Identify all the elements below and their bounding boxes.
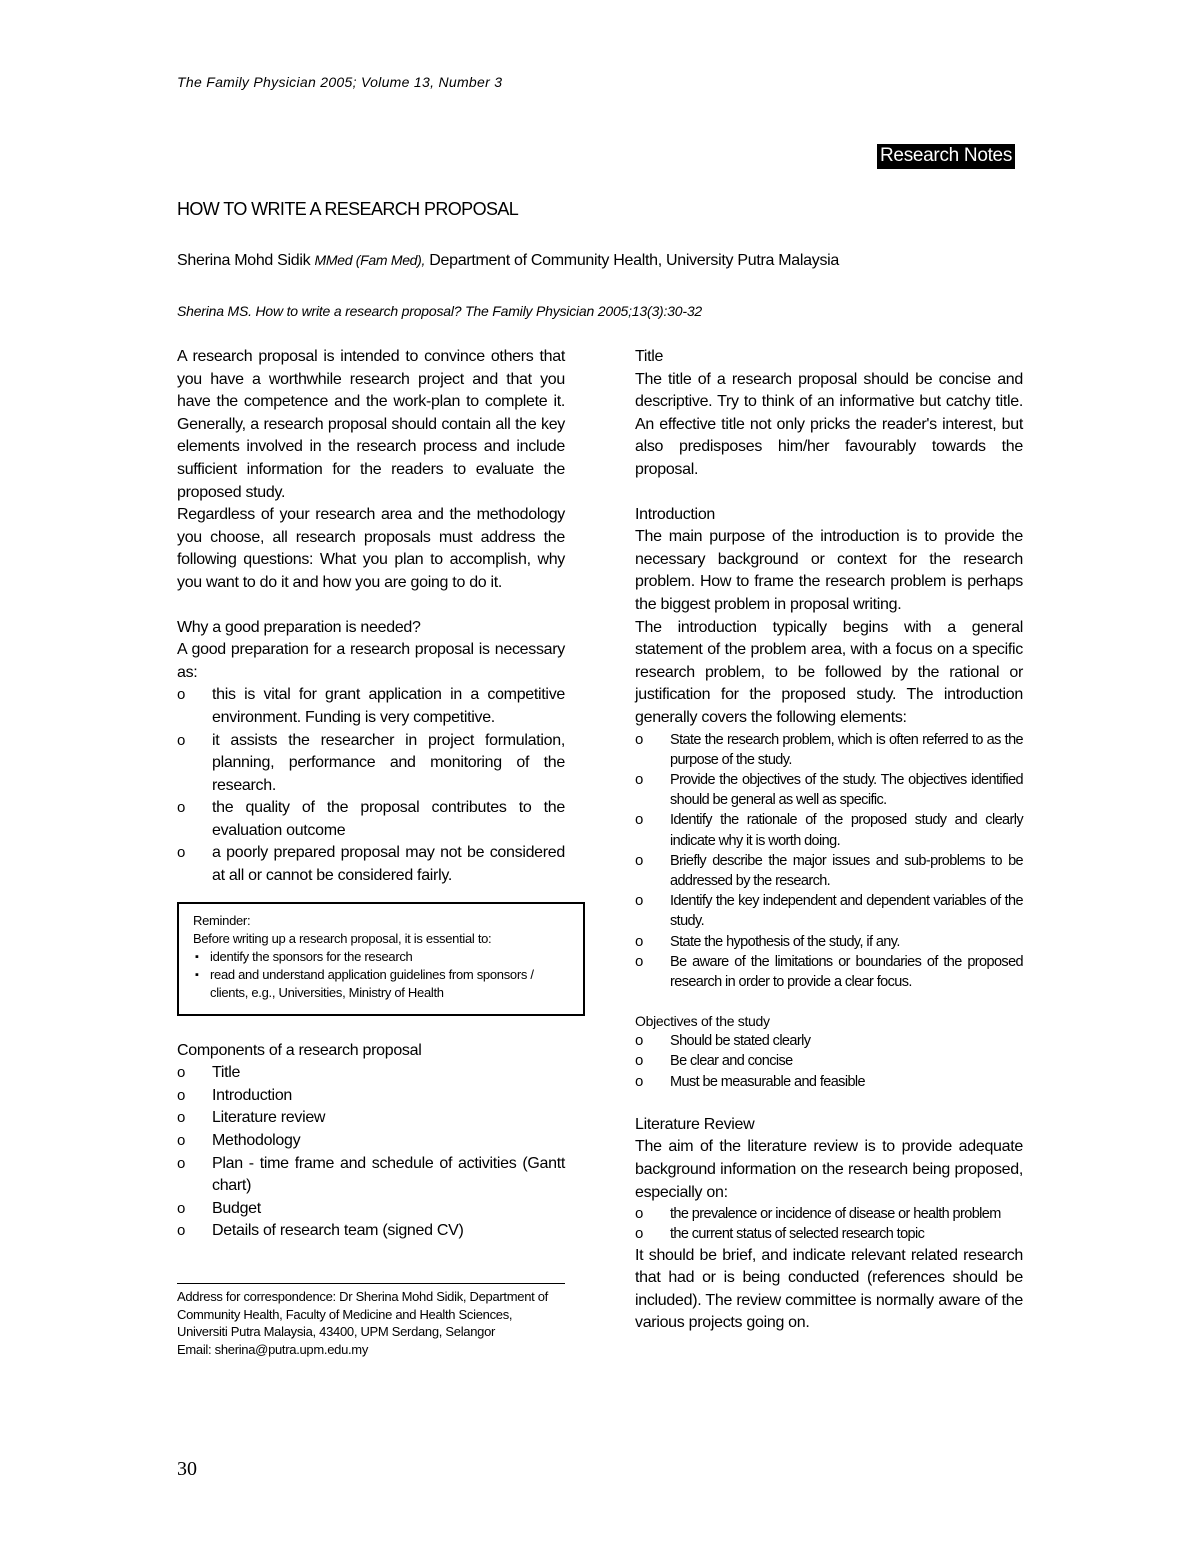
bullet-icon: o [177, 844, 186, 862]
list-item: o a poorly prepared proposal may not be considered at all or cannot be considered fairly. [177, 844, 565, 885]
correspondence-address: Address for correspondence: Dr Sherina Mohd Sidik, Department of Community Health, Faculty of Medicine and Health Sciences, Universiti Putra Malaysia, 43400, UPM Serdang, Selangor [177, 1289, 548, 1339]
reminder-list [193, 948, 571, 1002]
bullet-icon: o [635, 1225, 643, 1243]
bullet-icon: o [177, 1109, 186, 1127]
bullet-icon: o [177, 686, 186, 704]
list-item: o Budget [177, 1198, 565, 1221]
components-list [177, 1062, 565, 1243]
footnote [177, 1288, 565, 1358]
right-column [635, 346, 1023, 1335]
bullet-icon: o [177, 1154, 186, 1172]
correspondence-email: Email: sherina@putra.upm.edu.my [177, 1341, 369, 1357]
bullet-icon: o [635, 932, 643, 950]
literature-text: The aim of the literature review is to provide adequate background information on the research being proposed, especially on: [635, 1138, 1023, 1201]
article-title: HOW TO WRITE A RESEARCH PROPOSAL [177, 199, 519, 219]
list-item: o Title [177, 1062, 565, 1085]
list-item: o the prevalence or incidence of disease or health problem [635, 1204, 1023, 1224]
author-name: Sherina Mohd Sidik [177, 252, 311, 269]
author-degree: MMed (Fam Med), [314, 252, 426, 268]
list-item: ▪ identify the sponsors for the research [195, 948, 413, 964]
square-bullet-icon: ▪ [195, 950, 199, 963]
bullet-icon: o [635, 1032, 643, 1050]
author-affiliation: Department of Community Health, University Putra Malaysia [429, 252, 840, 269]
section-heading-why: Why a good preparation is needed? [177, 618, 421, 636]
bullet-icon: o [635, 892, 643, 910]
section-heading-introduction: Introduction [635, 505, 716, 523]
intro-paragraph: Regardless of your research area and the methodology you choose, all research proposals must address the following questions: What you plan to accomplish, why you want to do it and how you are going to do it. [177, 506, 565, 591]
list-item: o Must be measurable and feasible [635, 1072, 1023, 1092]
introduction-paragraph: The main purpose of the introduction is to provide the necessary background or context for the research problem. How to frame the research problem is perhaps the biggest problem in proposal writing. [635, 528, 1023, 613]
citation: Sherina MS. How to write a research proposal? The Family Physician 2005;13(3):30-32 [177, 303, 702, 319]
bullet-icon: o [635, 770, 643, 788]
list-item: o Provide the objectives of the study. The objectives identified should be general as well as specific. [635, 770, 1023, 809]
reminder-intro: Before writing up a research proposal, it is essential to: [193, 930, 492, 946]
literature-list [635, 1204, 1023, 1244]
bullet-icon: o [635, 1052, 643, 1070]
section-heading-objectives: Objectives of the study [635, 1013, 770, 1030]
bullet-icon: o [177, 731, 186, 749]
reminder-box [177, 902, 585, 1016]
bullet-icon: o [177, 1222, 186, 1240]
bullet-icon: o [635, 811, 643, 829]
page-number: 30 [177, 1458, 197, 1480]
list-item: ▪ read and understand application guidelines from sponsors / clients, e.g., Universities, Ministry of Health [195, 966, 534, 1000]
list-item: o Methodology [177, 1130, 565, 1153]
bullet-icon: o [177, 1132, 186, 1150]
section-heading-title: Title [635, 348, 664, 365]
list-item: o Identify the key independent and dependent variables of the study. [635, 892, 1023, 930]
list-item: o State the hypothesis of the study, if any. [635, 932, 1023, 952]
list-item: o Be aware of the limitations or boundaries of the proposed research in order to provide a clear focus. [635, 952, 1023, 990]
section-heading-literature: Literature Review [635, 1115, 755, 1133]
bullet-icon: o [177, 799, 186, 817]
bullet-icon: o [177, 1086, 186, 1104]
introduction-list [635, 730, 1023, 993]
bullet-icon: o [635, 1205, 643, 1223]
why-text: A good preparation for a research proposal is necessary as: [177, 641, 565, 681]
list-item: o this is vital for grant application in a competitive environment. Funding is very competitive. [177, 686, 565, 726]
bullet-icon: o [177, 1064, 186, 1082]
intro-paragraph: A research proposal is intended to convince others that you have a worthwhile research project and that you have the competence and the work-plan to complete it. Generally, a research proposal should contain all the key elements involved in the research process and include sufficient information for the readers to evaluate the proposed study. [177, 348, 565, 501]
author-line [177, 252, 839, 270]
bullet-icon: o [635, 730, 643, 748]
list-item: o Briefly describe the major issues and sub-problems to be addressed by the research. [635, 851, 1023, 889]
introduction-paragraph: The introduction typically begins with a general statement of the problem area, with a focus on a specific research problem, to be followed by the rational or justification for the proposed study. The introduction generally covers the following elements: [635, 618, 1023, 726]
bullet-icon: o [635, 851, 643, 869]
list-item: o Literature review [177, 1107, 565, 1130]
square-bullet-icon: ▪ [195, 968, 199, 981]
bullet-icon: o [177, 1199, 186, 1217]
list-item: o State the research problem, which is often referred to as the purpose of the study. [635, 730, 1023, 768]
reminder-title: Reminder: [193, 912, 251, 928]
objectives-list [635, 1031, 1023, 1092]
list-item: o the current status of selected research topic [635, 1224, 1023, 1244]
list-item: o Details of research team (signed CV) [177, 1220, 565, 1243]
list-item: o Be clear and concise [635, 1051, 1023, 1071]
why-list [177, 684, 565, 887]
section-heading-components: Components of a research proposal [177, 1041, 422, 1059]
list-item: o Plan - time frame and schedule of activities (Gantt chart) [177, 1154, 565, 1195]
list-item: o it assists the researcher in project formulation, planning, performance and monitoring of the research. [177, 731, 565, 794]
journal-header: The Family Physician 2005; Volume 13, Number 3 [177, 74, 503, 90]
list-item: o Identify the rationale of the proposed study and clearly indicate why it is worth doing. [635, 811, 1023, 849]
section-tag: Research Notes [877, 144, 1015, 169]
bullet-icon: o [635, 952, 643, 970]
left-column [177, 346, 565, 1358]
list-item: o Should be stated clearly [635, 1031, 1023, 1051]
bullet-icon: o [635, 1072, 643, 1090]
footnote-divider [177, 1283, 565, 1284]
literature-closing: It should be brief, and indicate relevant related research that had or is being conducted (references should be included). The review committee is normally aware of the various projects going on. [635, 1246, 1023, 1332]
list-item: o Introduction [177, 1085, 565, 1108]
list-item: o the quality of the proposal contributes to the evaluation outcome [177, 799, 565, 839]
title-text: The title of a research proposal should be concise and descriptive. Try to think of an informative but catchy title. An effective title not only pricks the reader's interest, but also predisposes him/her favourably towards the proposal. [635, 370, 1023, 478]
